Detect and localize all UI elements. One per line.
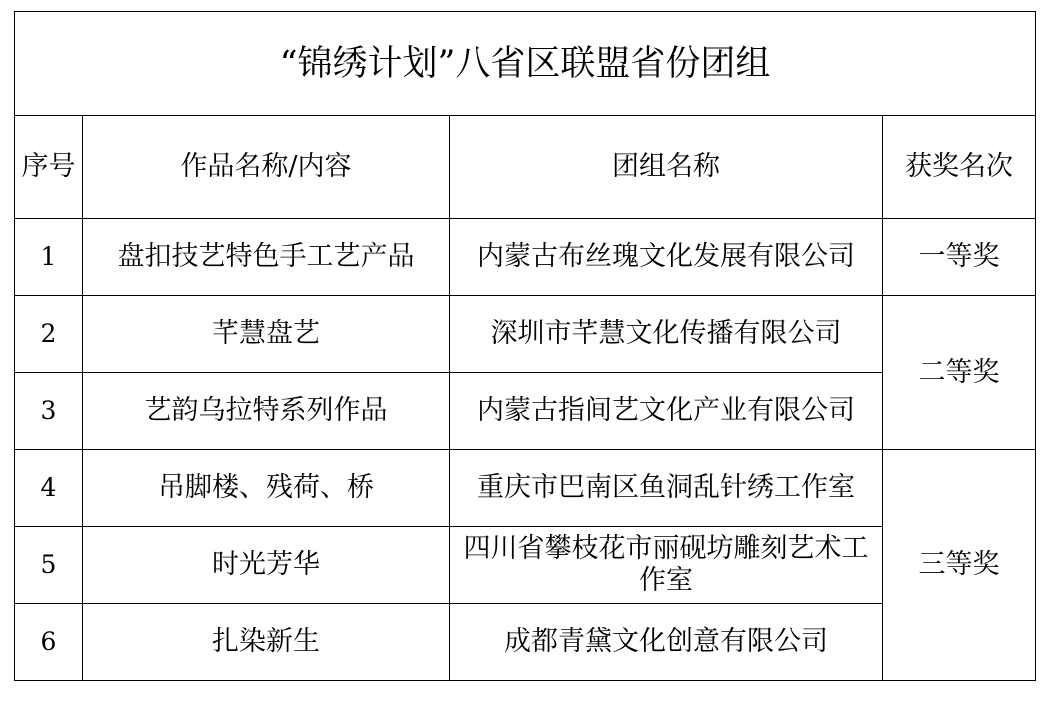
row-work: 吊脚楼、残荷、桥 bbox=[83, 450, 450, 527]
row-index: 5 bbox=[15, 527, 83, 604]
table-row bbox=[15, 296, 1036, 373]
row-work: 时光芳华 bbox=[83, 527, 450, 604]
header-work: 作品名称/内容 bbox=[83, 116, 450, 219]
row-work: 艺韵乌拉特系列作品 bbox=[83, 373, 450, 450]
award-second: 二等奖 bbox=[883, 296, 1036, 450]
header-award: 获奖名次 bbox=[883, 116, 1036, 219]
row-work: 扎染新生 bbox=[83, 604, 450, 681]
row-work: 盘扣技艺特色手工艺产品 bbox=[83, 219, 450, 296]
header-team: 团组名称 bbox=[450, 116, 883, 219]
row-team: 内蒙古指间艺文化产业有限公司 bbox=[450, 373, 883, 450]
award-table bbox=[14, 11, 1036, 681]
table-title: “锦绣计划”八省区联盟省份团组 bbox=[15, 12, 1036, 116]
table-row bbox=[15, 450, 1036, 527]
row-index: 3 bbox=[15, 373, 83, 450]
row-work: 芊慧盘艺 bbox=[83, 296, 450, 373]
header-index: 序号 bbox=[15, 116, 83, 219]
row-index: 2 bbox=[15, 296, 83, 373]
row-index: 4 bbox=[15, 450, 83, 527]
row-team: 成都青黛文化创意有限公司 bbox=[450, 604, 883, 681]
row-index: 6 bbox=[15, 604, 83, 681]
header-row bbox=[15, 116, 1036, 219]
row-team: 内蒙古布丝瑰文化发展有限公司 bbox=[450, 219, 883, 296]
award-first: 一等奖 bbox=[883, 219, 1036, 296]
table-row bbox=[15, 219, 1036, 296]
award-third: 三等奖 bbox=[883, 450, 1036, 681]
table-row bbox=[15, 604, 1036, 681]
row-index: 1 bbox=[15, 219, 83, 296]
title-row bbox=[15, 12, 1036, 116]
row-team: 重庆市巴南区鱼洞乱针绣工作室 bbox=[450, 450, 883, 527]
table-row bbox=[15, 373, 1036, 450]
table-row bbox=[15, 527, 1036, 604]
row-team: 深圳市芊慧文化传播有限公司 bbox=[450, 296, 883, 373]
row-team: 四川省攀枝花市丽砚坊雕刻艺术工作室 bbox=[450, 527, 883, 604]
